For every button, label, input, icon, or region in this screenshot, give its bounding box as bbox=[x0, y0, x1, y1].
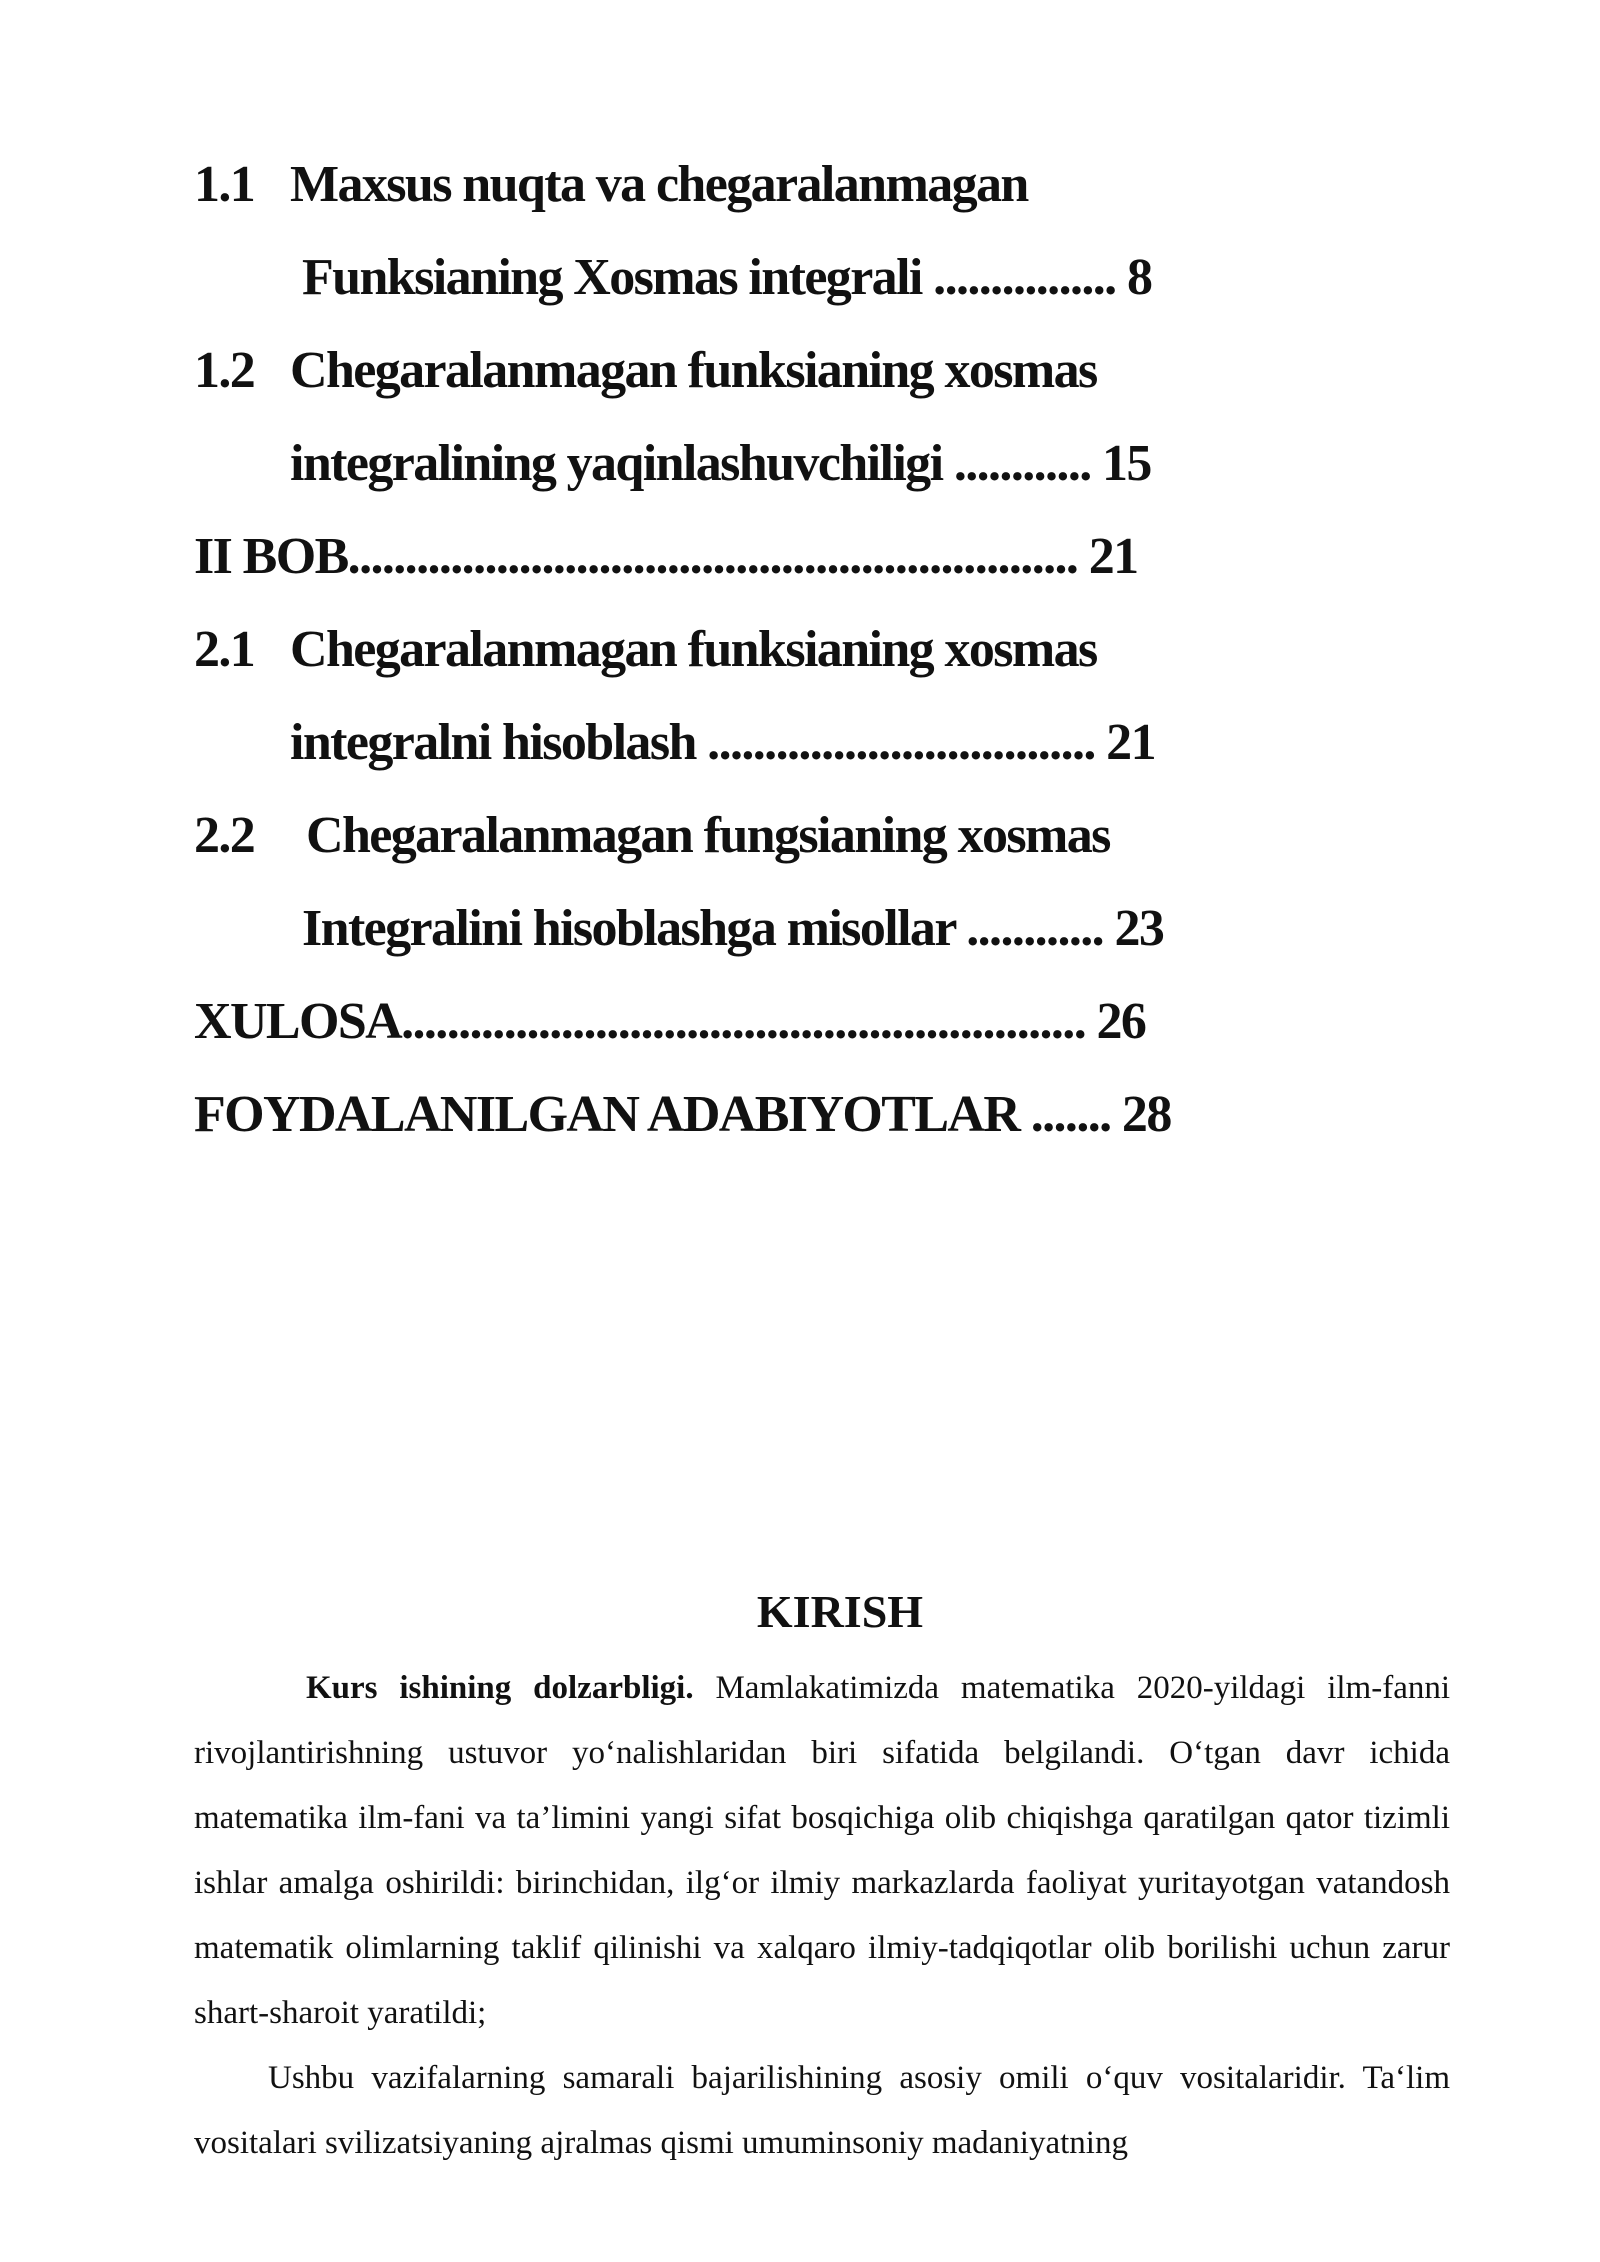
toc-entry-1-1[interactable] bbox=[194, 138, 1324, 231]
toc-entry-2-2-continued[interactable] bbox=[194, 882, 1324, 975]
toc-entry-2-2[interactable] bbox=[194, 789, 1324, 882]
table-of-contents bbox=[194, 138, 1324, 1161]
toc-number: 1.1 bbox=[194, 156, 255, 213]
toc-entry-2-1[interactable] bbox=[194, 603, 1324, 696]
intro-paragraph-1 bbox=[194, 1656, 1450, 2046]
toc-number: 2.1 bbox=[194, 621, 255, 678]
intro-body bbox=[194, 1656, 1450, 2176]
toc-number: 1.2 bbox=[194, 342, 255, 399]
toc-title: FOYDALANILGAN ADABIYOTLAR ....... 28 bbox=[194, 1086, 1171, 1143]
toc-entry-conclusion[interactable] bbox=[194, 975, 1324, 1068]
section-heading: KIRISH bbox=[756, 1586, 924, 1637]
toc-title: Funksianing Xosmas integrali ................ 8 bbox=[302, 249, 1152, 306]
toc-entry-chapter-2[interactable] bbox=[194, 510, 1324, 603]
toc-entry-1-1-continued[interactable] bbox=[194, 231, 1324, 324]
intro-paragraph-2: Ushbu vazifalarning samarali bajarilishining asosiy omili o‘quv vositalaridir. Ta‘lim vositalari svilizatsiyaning ajralmas qismi umuminsoniy madaniyatning bbox=[194, 2060, 1450, 2161]
toc-entry-2-1-continued[interactable] bbox=[194, 696, 1324, 789]
toc-title: integralining yaqinlashuvchiligi ............ 15 bbox=[290, 435, 1151, 492]
toc-title: Chegaralanmagan funksianing xosmas bbox=[290, 342, 1097, 399]
lead-phrase: Kurs ishining dolzarbligi. bbox=[306, 1670, 694, 1706]
toc-entry-1-2[interactable] bbox=[194, 324, 1324, 417]
toc-title: Chegaralanmagan fungsianing xosmas bbox=[306, 807, 1110, 864]
toc-title: Integralini hisoblashga misollar ............ 23 bbox=[302, 900, 1164, 957]
toc-entry-1-2-continued[interactable] bbox=[194, 417, 1324, 510]
toc-title: Chegaralanmagan funksianing xosmas bbox=[290, 621, 1097, 678]
toc-title: integralni hisoblash .................................. 21 bbox=[290, 714, 1155, 771]
toc-number: 2.2 bbox=[194, 807, 255, 864]
toc-title: II BOB................................................................ 21 bbox=[194, 528, 1138, 585]
toc-title: XULOSA............................................................ 26 bbox=[194, 993, 1146, 1050]
toc-title: Maxsus nuqta va chegaralanmagan bbox=[290, 156, 1028, 213]
paragraph-text: Mamlakatimizda matematika 2020-yildagi ilm-fanni rivojlantirishning ustuvor yo‘nalishlaridan biri sifatida belgilandi. O‘tgan davr ichida matematika ilm-fani va ta’limini yangi sifat bosqichiga olib chiqishga qaratilgan qator tizimli ishlar amalga oshirildi: birinchidan, ilg‘or ilmiy markazlarda faoliyat yuritayotgan vatandosh matematik olimlarning taklif qilinishi va xalqaro ilmiy-tadqiqotlar olib borilishi uchun zarur shart-sharoit yaratildi; bbox=[194, 1670, 1451, 2031]
toc-entry-references[interactable] bbox=[194, 1068, 1324, 1161]
